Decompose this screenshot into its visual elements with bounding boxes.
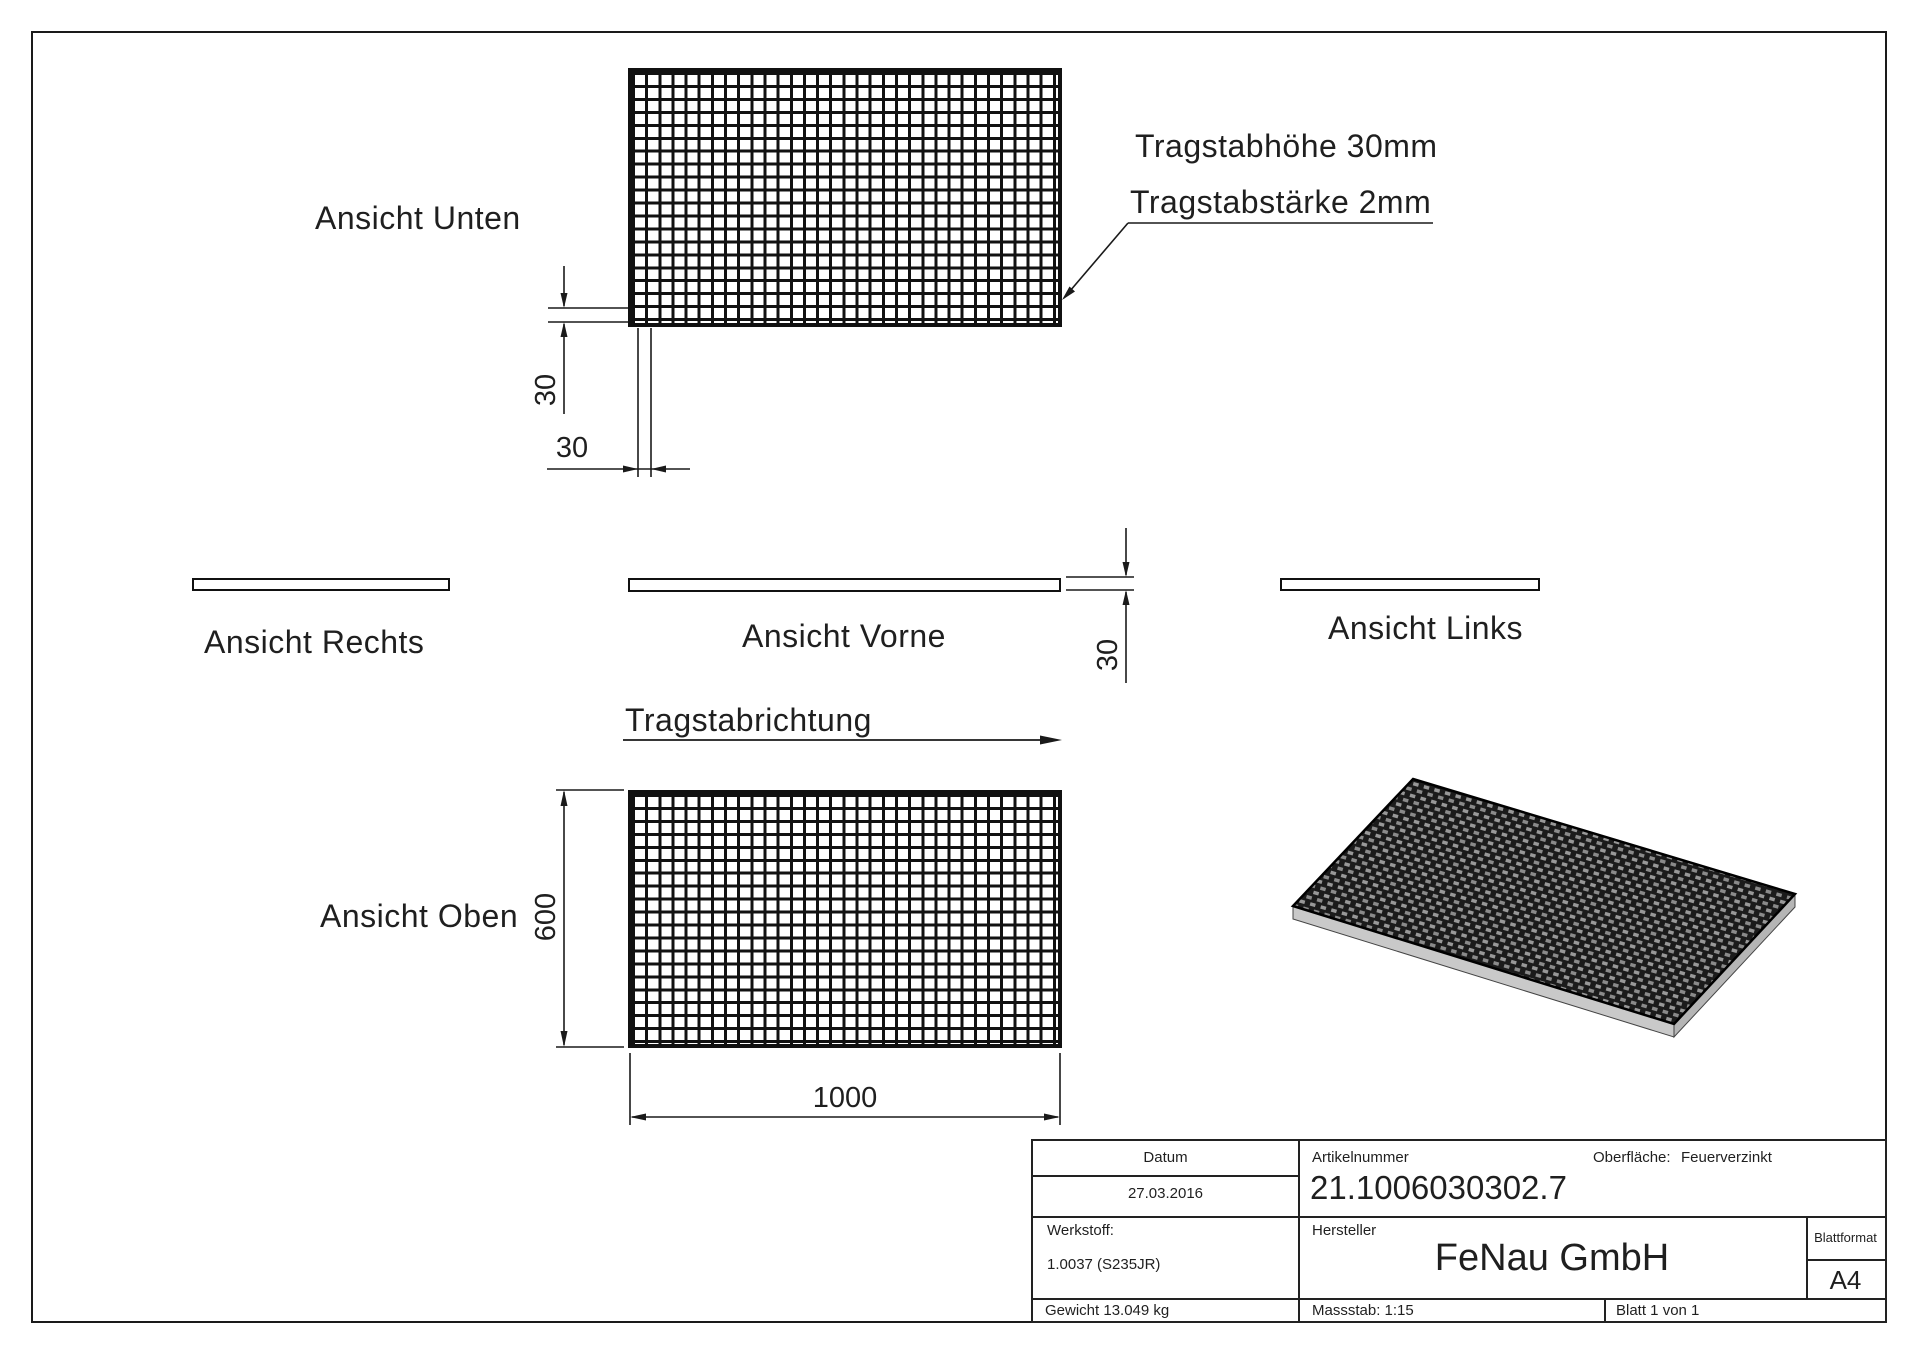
dim-bar-height: 30 <box>1091 638 1124 672</box>
tb-gewicht: Gewicht 13.049 kg <box>1045 1302 1170 1319</box>
label-view-front: Ansicht Vorne <box>742 618 946 654</box>
dim-mesh-pitch-vertical: 30 <box>529 373 562 407</box>
label-view-right: Ansicht Rechts <box>204 624 425 660</box>
leader-tragstabstaerke <box>1062 223 1433 300</box>
tb-datum-value: 27.03.2016 <box>1127 1185 1204 1202</box>
isometric-view <box>1293 779 1795 1037</box>
tb-divider-blatt <box>1604 1298 1606 1321</box>
tb-werkstoff-label: Werkstoff: <box>1047 1222 1114 1239</box>
label-view-bottom: Ansicht Unten <box>315 200 521 236</box>
dim-600-group <box>556 790 624 1047</box>
tb-hersteller-label: Hersteller <box>1312 1222 1377 1239</box>
label-view-top: Ansicht Oben <box>320 898 519 934</box>
tb-artikelnummer-value: 21.1006030302.7 <box>1310 1169 1567 1206</box>
label-tragstabrichtung: Tragstabrichtung <box>625 702 872 738</box>
tb-datum-label: Datum <box>1143 1149 1188 1166</box>
tb-oberflaeche-value: Feuerverzinkt <box>1681 1149 1772 1166</box>
tb-divider-row1 <box>1033 1216 1885 1218</box>
tb-massstab: Massstab: 1:15 <box>1312 1302 1414 1319</box>
tb-blattformat-value: A4 <box>1829 1265 1862 1295</box>
dim-grating-width: 600 <box>529 892 562 942</box>
label-view-left: Ansicht Links <box>1328 610 1524 646</box>
tb-werkstoff-value: 1.0037 (S235JR) <box>1047 1256 1161 1273</box>
tb-divider-col1 <box>1298 1141 1300 1321</box>
title-block <box>1031 1139 1887 1323</box>
label-tragstabstaerke: Tragstabstärke 2mm <box>1130 184 1432 220</box>
tb-artikelnummer-label: Artikelnummer <box>1312 1149 1409 1166</box>
tb-oberflaeche-label: Oberfläche: <box>1593 1149 1671 1166</box>
dim-grating-length: 1000 <box>812 1081 878 1114</box>
tb-blattformat-label: Blattformat <box>1814 1230 1877 1245</box>
tb-divider-datum-header <box>1033 1175 1298 1177</box>
tb-hersteller-value: FeNau GmbH <box>1434 1237 1670 1279</box>
tb-divider-row2 <box>1033 1298 1885 1300</box>
tb-divider-a4 <box>1806 1259 1885 1261</box>
tb-blatt: Blatt 1 von 1 <box>1616 1302 1700 1319</box>
label-tragstabhoehe: Tragstabhöhe 30mm <box>1135 128 1438 164</box>
dim-mesh-pitch-horizontal: 30 <box>555 431 589 464</box>
